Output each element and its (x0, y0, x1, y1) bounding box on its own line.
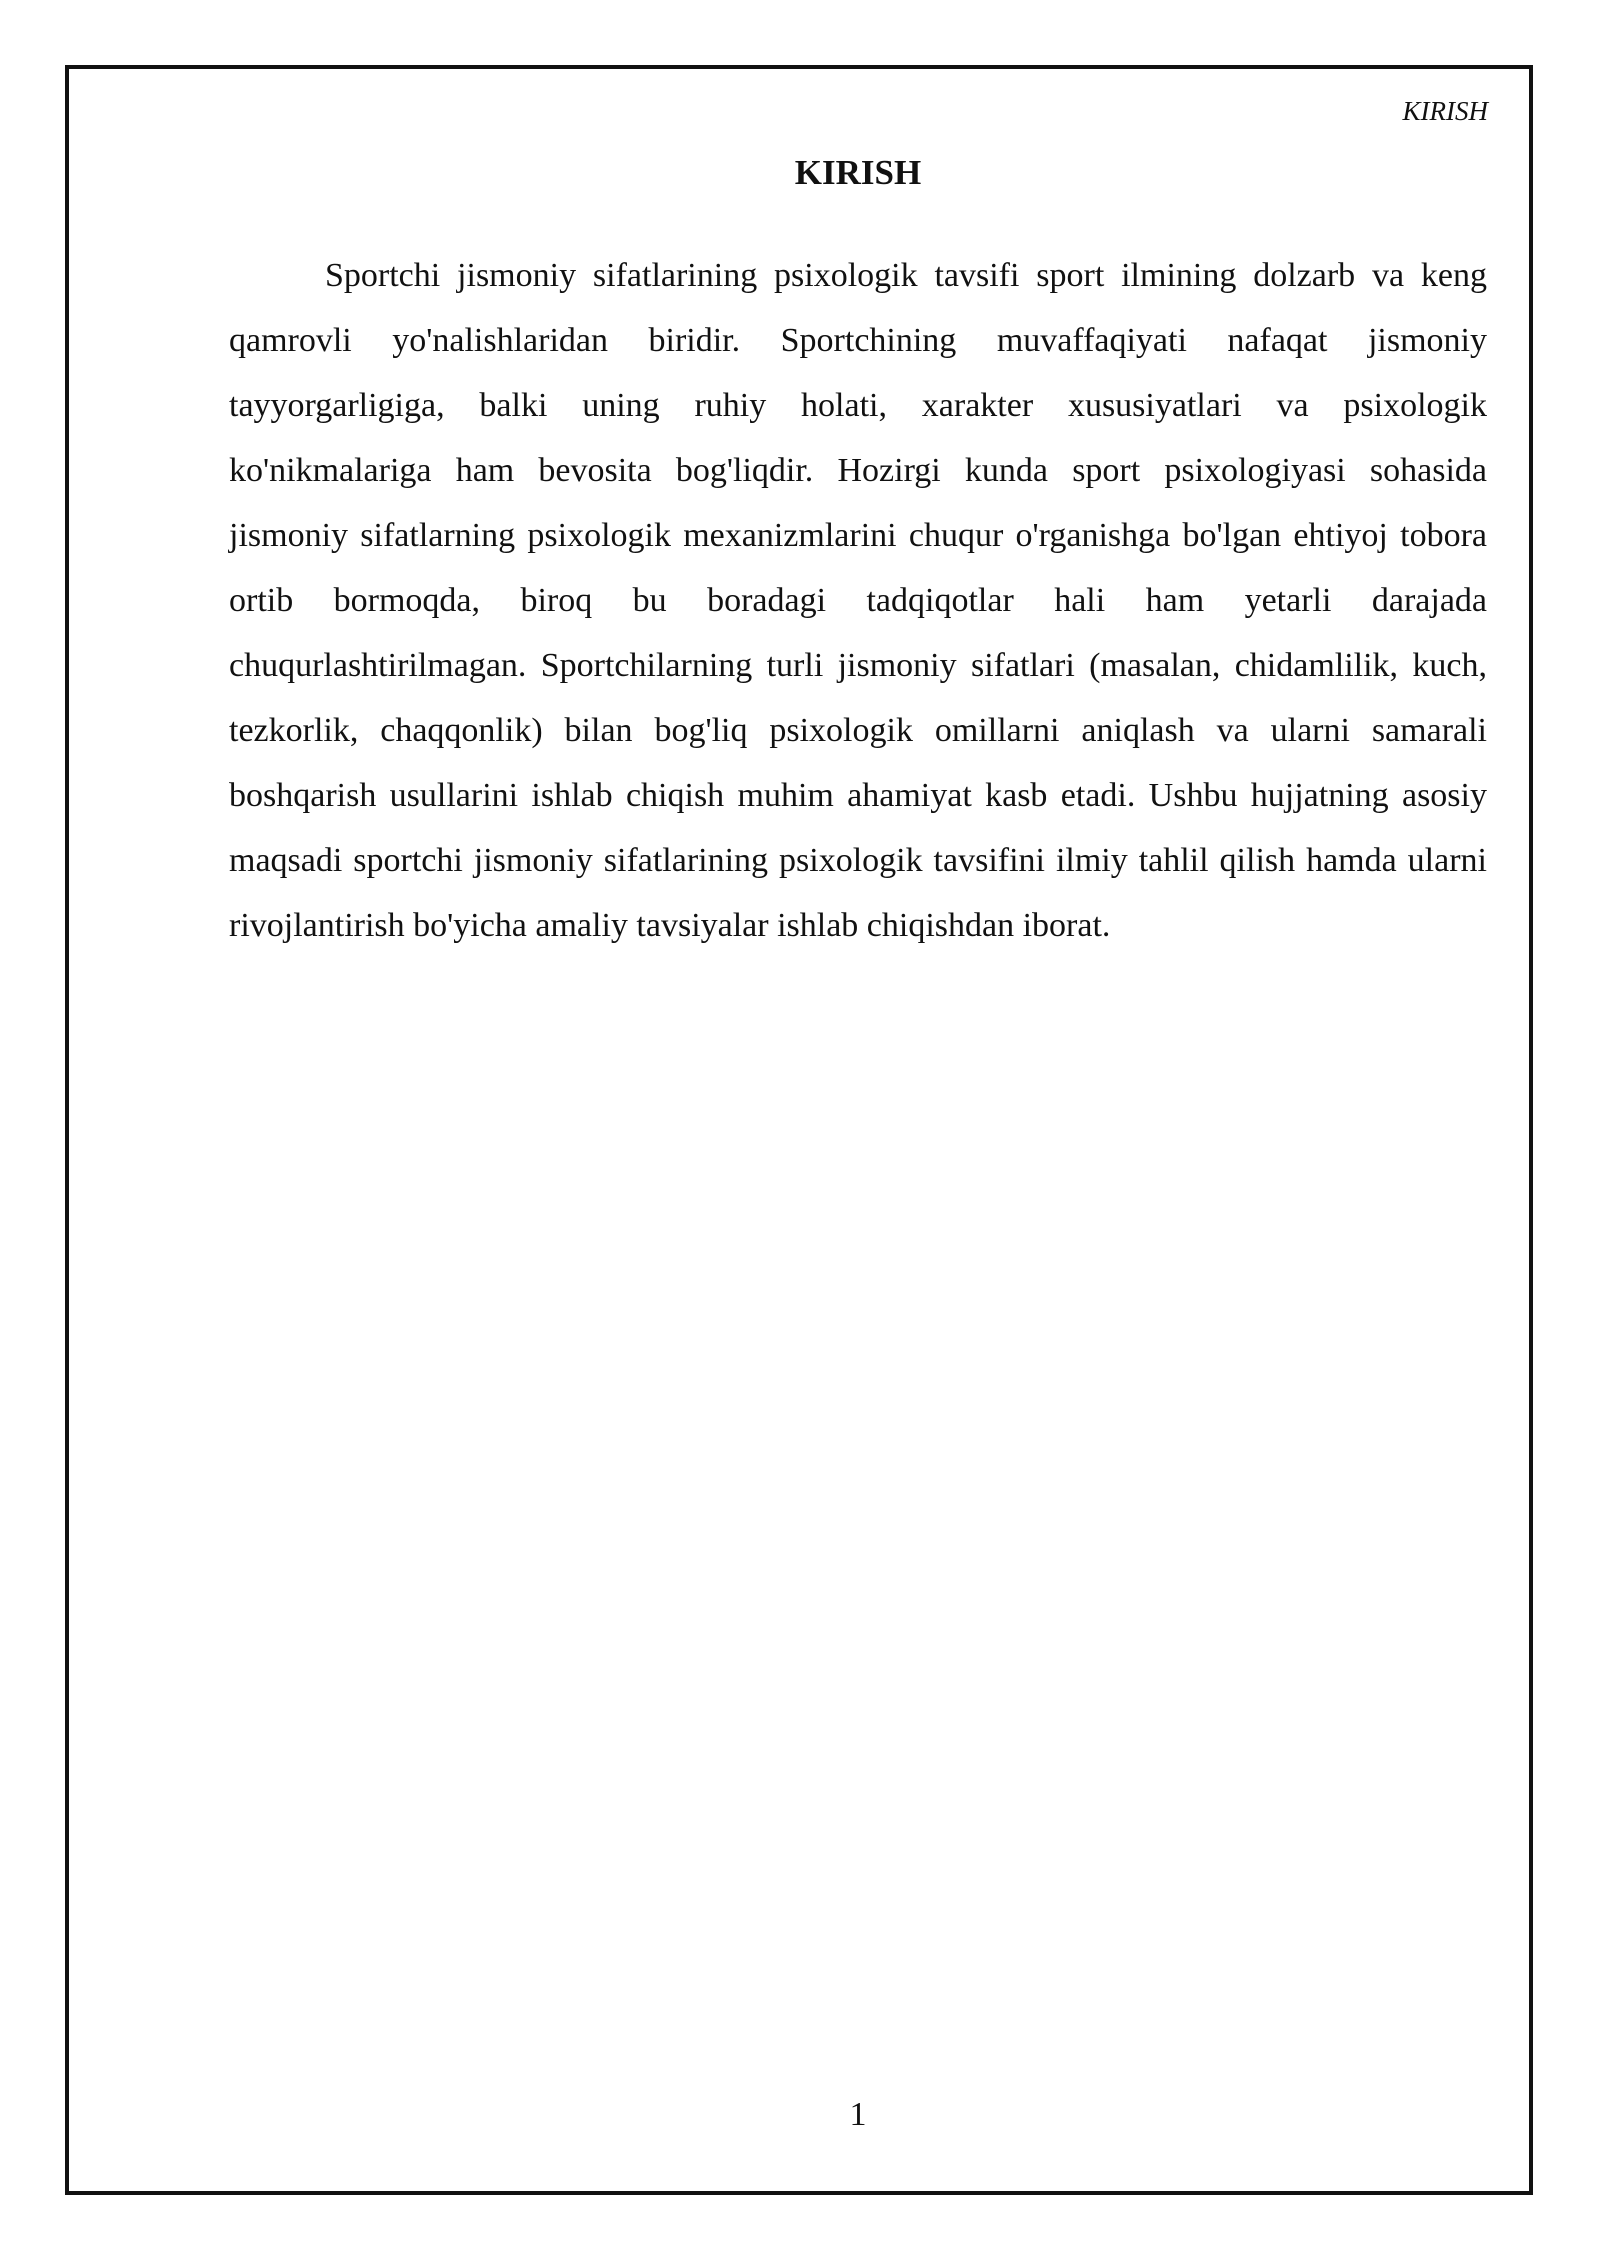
body-paragraph: Sportchi jismoniy sifatlarining psixologik tavsifi sport ilmining dolzarb va keng qamrovli yo'nalishlaridan biridir. Sportchining muvaffaqiyati nafaqat jismoniy tayyorgarligiga, balki uning ruhiy holati, xarakter xususiyatlari va psixologik ko'nikmalariga ham bevosita bog'liqdir. Hozirgi kunda sport psixologiyasi sohasida jismoniy sifatlarning psixologik mexanizmlarini chuqur o'rganishga bo'lgan ehtiyoj tobora ortib bormoqda, biroq bu boradagi tadqiqotlar hali ham yetarli darajada chuqurlashtirilmagan. Sportchilarning turli jismoniy sifatlari (masalan, chidamlilik, kuch, tezkorlik, chaqqonlik) bilan bog'liq psixologik omillarni aniqlash va ularni samarali boshqarish usullarini ishlab chiqish muhim ahamiyat kasb etadi. Ushbu hujjatning asosiy maqsadi sportchi jismoniy sifatlarining psixologik tavsifini ilmiy tahlil qilish hamda ularni rivojlantirish bo'yicha amaliy tavsiyalar ishlab chiqishdan iborat. (229, 257, 1487, 944)
page-title: KIRISH (794, 153, 922, 192)
running-header: KIRISH (1402, 96, 1488, 126)
page-number: 1 (849, 2096, 867, 2133)
